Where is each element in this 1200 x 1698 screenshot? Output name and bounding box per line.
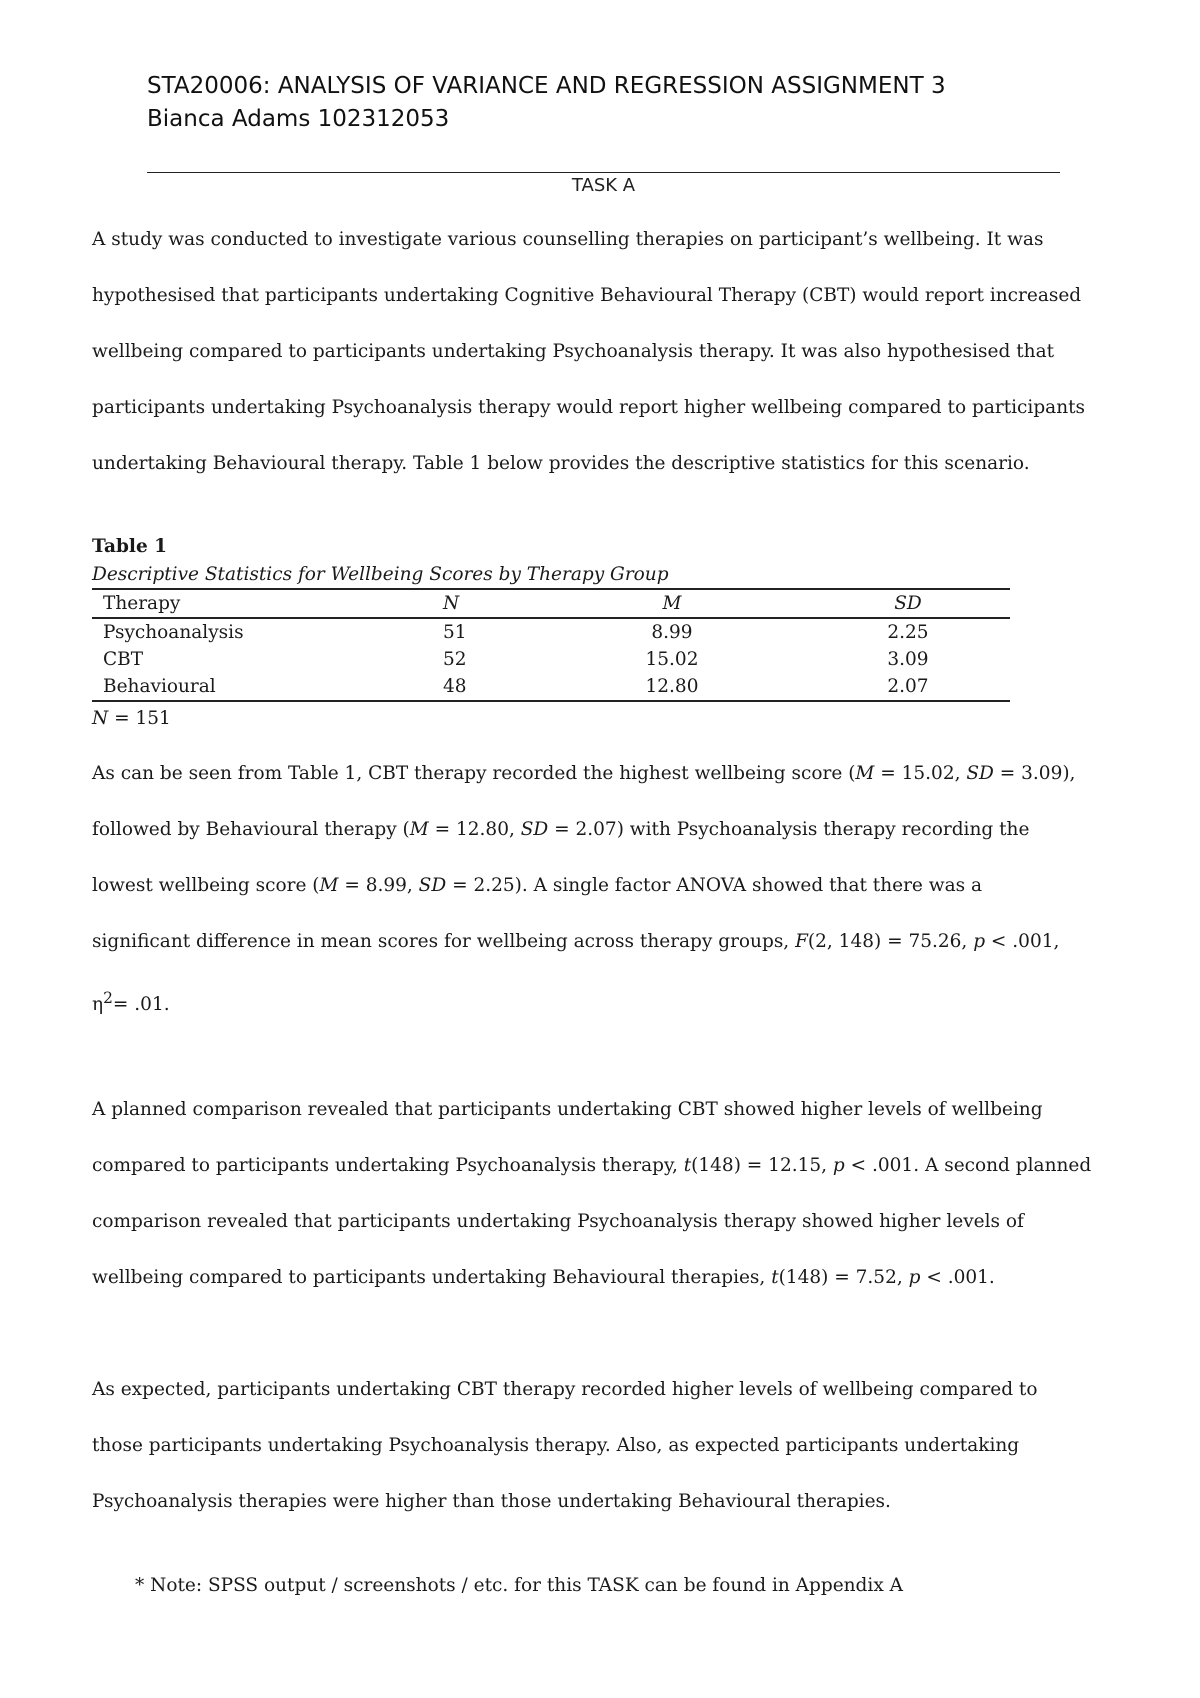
intro-line: wellbeing compared to participants undertaking Psychoanalysis therapy. It was also hypothesised that: [92, 341, 1055, 362]
text-run: = 8.99,: [338, 875, 419, 896]
descriptive-stats-table: [92, 588, 1010, 702]
stat-symbol: SD: [520, 819, 549, 840]
results-line: [92, 746, 1122, 802]
cell-m: 15.02: [645, 649, 699, 670]
cell-n: 48: [443, 673, 538, 701]
column-header-sd: SD: [806, 589, 1010, 618]
header-divider: [147, 172, 1060, 173]
results-line: [92, 970, 1122, 1033]
task-title: TASK A: [571, 175, 636, 196]
planned-line: A planned comparison revealed that participants undertaking CBT showed higher levels of wellbeing: [92, 1099, 1043, 1120]
cell-m: 8.99: [651, 622, 693, 643]
stat-symbol: SD: [418, 875, 447, 896]
results-line: [92, 802, 1122, 858]
intro-paragraph: [92, 212, 1122, 492]
text-run: followed by Behavioural therapy (: [92, 819, 410, 840]
text-run: wellbeing compared to participants undertaking Behavioural therapies,: [92, 1267, 772, 1288]
table-row: [92, 646, 1010, 673]
table-row: [92, 673, 1010, 701]
cell-therapy: Behavioural: [92, 673, 443, 701]
text-run: = .01.: [112, 994, 170, 1016]
cell-sd: 2.25: [887, 622, 929, 643]
results-line: [92, 914, 1122, 970]
table-note: [92, 706, 171, 732]
conclusion-line: Psychoanalysis therapies were higher than those undertaking Behavioural therapies.: [92, 1491, 891, 1512]
text-run: lowest wellbeing score (: [92, 875, 320, 896]
text-run: < .001.: [920, 1267, 995, 1288]
document-header: [147, 70, 946, 136]
text-run: (148) = 12.15,: [691, 1155, 833, 1176]
stat-symbol: M: [409, 819, 429, 840]
cell-therapy: CBT: [103, 649, 144, 670]
table-note-text: = 151: [108, 708, 171, 729]
text-run: = 3.09),: [993, 763, 1076, 784]
text-run: (148) = 7.52,: [778, 1267, 909, 1288]
intro-line: undertaking Behavioural therapy. Table 1 below provides the descriptive statistics for this scenario.: [92, 453, 1030, 474]
table-caption: Descriptive Statistics for Wellbeing Scores by Therapy Group: [92, 564, 669, 585]
planned-line: [92, 1138, 1122, 1194]
planned-line: comparison revealed that participants undertaking Psychoanalysis therapy showed higher levels of: [92, 1211, 1024, 1232]
stat-symbol: p: [908, 1267, 921, 1288]
table-header-row: [92, 589, 1010, 618]
intro-line: hypothesised that participants undertaking Cognitive Behavioural Therapy (CBT) would report increased: [92, 285, 1082, 306]
cell-sd: 3.09: [887, 649, 929, 670]
table-row: [92, 618, 1010, 646]
stat-symbol: t: [683, 1155, 692, 1176]
superscript: 2: [103, 989, 113, 1007]
stat-symbol: M: [319, 875, 339, 896]
text-run: = 12.80,: [428, 819, 521, 840]
column-header-m: M: [538, 589, 806, 618]
text-run: significant difference in mean scores for wellbeing across therapy groups,: [92, 931, 796, 952]
conclusion-paragraph: [92, 1362, 1122, 1530]
stat-symbol: F: [795, 931, 808, 952]
stat-symbol: p: [832, 1155, 845, 1176]
column-header-n: N: [443, 589, 538, 618]
cell-sd: 2.07: [806, 673, 1010, 701]
cell-therapy: Psychoanalysis: [103, 622, 244, 643]
stat-symbol: SD: [966, 763, 994, 784]
cell-n: 51: [443, 622, 467, 643]
table-label: Table 1: [92, 536, 168, 557]
course-title: STA20006: ANALYSIS OF VARIANCE AND REGRESSION ASSIGNMENT 3: [147, 73, 946, 99]
stat-symbol: t: [771, 1267, 779, 1288]
text-run: = 15.02,: [874, 763, 967, 784]
planned-comparison-paragraph: [92, 1082, 1122, 1306]
results-paragraph: [92, 746, 1122, 1033]
appendix-note: * Note: SPSS output / screenshots / etc. for this TASK can be found in Appendix A: [135, 1575, 903, 1596]
cell-n: 52: [443, 649, 467, 670]
intro-line: participants undertaking Psychoanalysis therapy would report higher wellbeing compared to participants: [92, 397, 1086, 418]
text-run: < .001. A second planned: [844, 1155, 1092, 1176]
stat-symbol: M: [855, 763, 875, 784]
text-run: As can be seen from Table 1, CBT therapy recorded the highest wellbeing score (: [92, 763, 856, 784]
conclusion-line: As expected, participants undertaking CBT therapy recorded higher levels of wellbeing compared to: [92, 1379, 1038, 1400]
text-run: = 2.07) with Psychoanalysis therapy recording the: [548, 819, 1030, 840]
planned-line: [92, 1250, 1122, 1306]
results-line: [92, 858, 1122, 914]
stat-symbol: p: [973, 931, 986, 952]
conclusion-line: those participants undertaking Psychoanalysis therapy. Also, as expected participants undertaking: [92, 1435, 1020, 1456]
text-run: compared to participants undertaking Psychoanalysis therapy,: [92, 1155, 684, 1176]
student-name: Bianca Adams 102312053: [147, 106, 450, 132]
stat-symbol: η: [92, 994, 104, 1016]
cell-m: 12.80: [538, 673, 806, 701]
text-run: < .001,: [985, 931, 1060, 952]
text-run: = 2.25). A single factor ANOVA showed that there was a: [446, 875, 983, 896]
intro-line: A study was conducted to investigate various counselling therapies on participant’s wellbeing. It was: [92, 229, 1044, 250]
column-header-therapy: Therapy: [92, 589, 443, 618]
text-run: (2, 148) = 75.26,: [807, 931, 974, 952]
table-note-symbol: N: [92, 708, 109, 729]
